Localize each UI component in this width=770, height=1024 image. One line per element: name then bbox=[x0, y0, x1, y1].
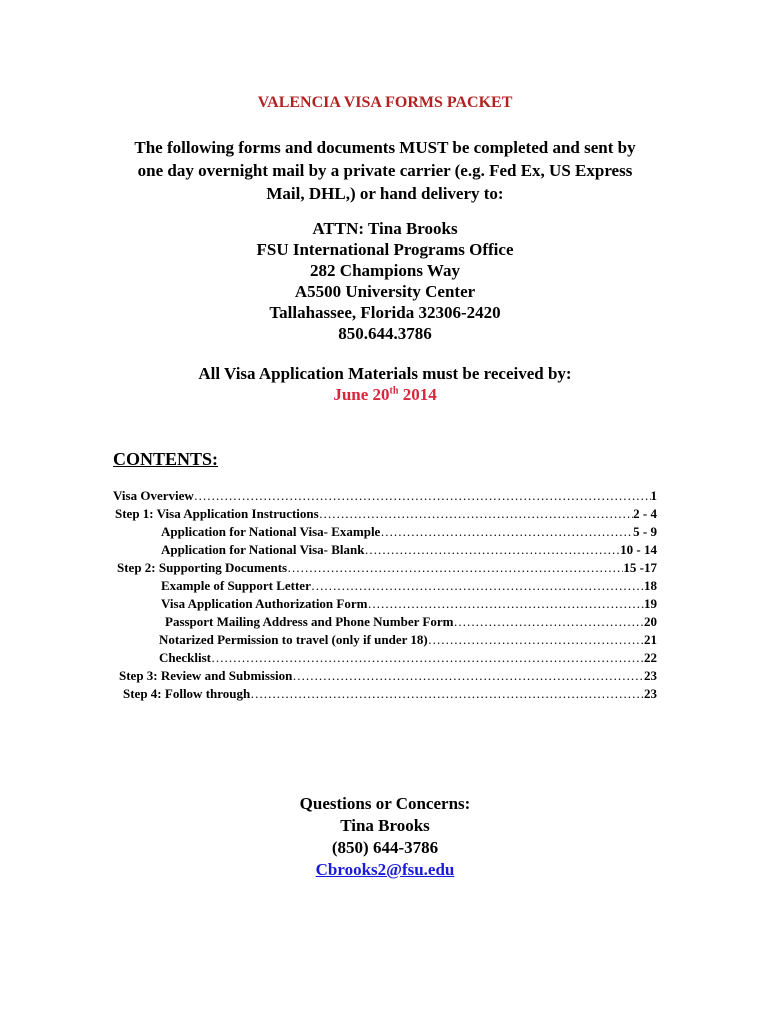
toc-item bbox=[113, 488, 657, 506]
toc-leader-dots bbox=[211, 650, 644, 668]
deadline-year: 2014 bbox=[398, 385, 437, 404]
toc-item-page: 5 - 9 bbox=[633, 524, 657, 539]
toc-item-page: 18 bbox=[644, 578, 657, 593]
toc-item-page: 23 bbox=[644, 686, 657, 701]
toc-item-page: 10 - 14 bbox=[620, 542, 657, 557]
address-building: A5500 University Center bbox=[294, 282, 476, 301]
toc-item bbox=[159, 650, 657, 668]
toc-item-page: 2 - 4 bbox=[633, 506, 657, 521]
deadline-date bbox=[0, 385, 770, 405]
toc-item bbox=[115, 506, 657, 524]
toc-leader-dots bbox=[250, 686, 644, 704]
toc-leader-dots bbox=[287, 560, 623, 578]
toc-item bbox=[159, 632, 657, 650]
toc-item-page: 1 bbox=[650, 488, 657, 503]
contact-section bbox=[0, 793, 770, 881]
toc-leader-dots bbox=[194, 488, 651, 506]
toc-item-label: Visa Application Authorization Form bbox=[161, 596, 368, 611]
toc-item-label: Example of Support Letter bbox=[161, 578, 311, 593]
toc-item-page: 19 bbox=[644, 596, 657, 611]
toc-item-label: Notarized Permission to travel (only if under 18) bbox=[159, 632, 428, 647]
toc-leader-dots bbox=[367, 596, 644, 614]
toc-item bbox=[161, 596, 657, 614]
deadline-month-day: June 20 bbox=[333, 385, 390, 404]
toc-item-label: Checklist bbox=[159, 650, 211, 665]
packet-title: VALENCIA VISA FORMS PACKET bbox=[257, 94, 513, 111]
toc-leader-dots bbox=[319, 506, 633, 524]
toc-item bbox=[123, 686, 657, 704]
questions-heading: Questions or Concerns: bbox=[299, 794, 471, 813]
toc-item-label: Passport Mailing Address and Phone Number Form bbox=[165, 614, 454, 629]
toc-leader-dots bbox=[311, 578, 644, 596]
deadline-suffix: th bbox=[389, 385, 399, 397]
toc-item-label: Application for National Visa- Example bbox=[161, 524, 381, 539]
toc-item bbox=[161, 578, 657, 596]
address-attn: ATTN: Tina Brooks bbox=[312, 219, 458, 238]
toc-item bbox=[161, 542, 657, 560]
toc-item-label: Step 1: Visa Application Instructions bbox=[115, 506, 319, 521]
toc-leader-dots bbox=[364, 542, 620, 560]
toc-leader-dots bbox=[292, 668, 644, 686]
contact-name: Tina Brooks bbox=[340, 816, 430, 835]
toc-item-label: Step 2: Supporting Documents bbox=[117, 560, 288, 575]
contact-phone: (850) 644-3786 bbox=[331, 838, 439, 857]
address-office: FSU International Programs Office bbox=[256, 240, 514, 259]
toc-item-label: Application for National Visa- Blank bbox=[161, 542, 365, 557]
toc-leader-dots bbox=[380, 524, 633, 542]
toc-item-page: 21 bbox=[644, 632, 657, 647]
toc-item-label: Step 3: Review and Submission bbox=[119, 668, 293, 683]
toc-item-label: Step 4: Follow through bbox=[123, 686, 251, 701]
address-city: Tallahassee, Florida 32306-2420 bbox=[269, 303, 501, 322]
mailing-address bbox=[0, 218, 770, 344]
toc-item-label: Visa Overview bbox=[113, 488, 194, 503]
contact-email-link[interactable]: Cbrooks2@fsu.edu bbox=[315, 860, 455, 879]
contents-heading: CONTENTS: bbox=[113, 449, 219, 469]
toc-item bbox=[117, 560, 657, 578]
intro-paragraph bbox=[100, 136, 670, 205]
toc-item-page: 23 bbox=[644, 668, 657, 683]
toc-item bbox=[165, 614, 657, 632]
toc-item-page: 22 bbox=[644, 650, 657, 665]
address-phone: 850.644.3786 bbox=[338, 324, 432, 343]
toc-item bbox=[119, 668, 657, 686]
intro-line: The following forms and documents MUST be completed and sent by bbox=[134, 138, 636, 157]
deadline-label: All Visa Application Materials must be received by: bbox=[198, 364, 572, 383]
toc-item-page: 20 bbox=[644, 614, 657, 629]
toc-leader-dots bbox=[428, 632, 644, 650]
address-street: 282 Champions Way bbox=[310, 261, 460, 280]
intro-line: one day overnight mail by a private carrier (e.g. Fed Ex, US Express bbox=[137, 161, 633, 180]
toc-leader-dots bbox=[453, 614, 644, 632]
intro-line: Mail, DHL,) or hand delivery to: bbox=[266, 184, 504, 203]
toc-item bbox=[161, 524, 657, 542]
toc-item-page: 15 -17 bbox=[623, 560, 657, 575]
